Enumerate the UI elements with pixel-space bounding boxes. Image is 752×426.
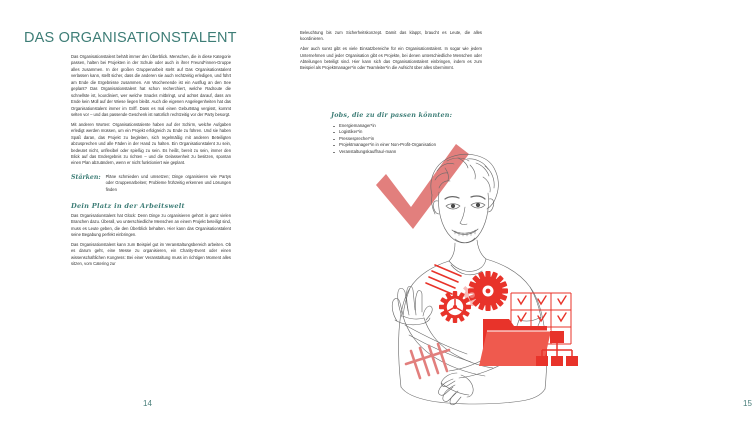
list-item: Energiemanager*in	[331, 123, 481, 130]
list-item: Logistiker*in	[331, 129, 481, 136]
speed-lines-icon	[426, 265, 461, 294]
page-left	[0, 0, 300, 426]
page-number-right: 15	[743, 399, 752, 408]
body-paragraph: Aber auch sonst gibt es viele Einsatzbereiche für ein Organisationstalent. In sogar wie jedem Unternehmen und jeder Organisation gibt es Projekte, bei denen unterschiedliche Menschen oder Abteilungen beteiligt sind. Hier kann sich das Organisationstalent einbringen, indem es zum Beispiel als Projektmanager*in oder Teamleiter*in die Aufsicht über alles übernimmt.	[300, 46, 482, 71]
jobs-title: Jobs, die zu dir passen könnten:	[331, 111, 453, 119]
body-paragraph: Das Organisationstalent kann zum Beispiel gut im Veranstaltungsbereich arbeiten. Ob es darum geht, eine Messe zu organisieren, ein Charity-Event oder einen wissenschaftlichen Kongress: Bei einer Veranstaltung muss im richtigen Moment alles sitzen, vom Catering zur	[71, 241, 231, 267]
arbeitswelt-section	[71, 202, 231, 267]
body-paragraph: Das Organisationstalent behält immer den Überblick. Menschen, die in diese Kategorie passen, halten bei Projekten in der Schule oder auch in ihrer Freund*innen-Gruppe alles zusammen. In der großen Gruppenarbeit steht auf Das Organisationstalent verlassen kann, stellt sicher, dass die anderen sie auch rechtzeitig erledigen, und führt am Ende die Ergebnisse zusammen. Am Wochenende ist ein Ausflug an den See geplant? Das Organisationstalent hat schon recherchiert, welche Radroute die schnellste ist, koordiniert, wer welche Snacks mitbringt, und achtet darauf, dass am Ende kein Müll auf der Wiese liegen bleibt. Auch die eigenen Angelegenheiten hat das Organisationstalent immer im Griff. Dass es mal einen Geburtstag vergisst, kommt selten vor – und das passende Geschenk ist natürlich rechtzeitig vor der Party besorgt.	[71, 54, 231, 118]
list-item: Pressesprecher*in	[331, 136, 481, 143]
body-paragraph: Beleuchtung bis zum Sicherheitskonzept. Damit das klappt, braucht es Leute, die alles koordinieren.	[300, 30, 482, 42]
staerken-label: Stärken:	[71, 174, 101, 182]
page-number-left: 14	[143, 399, 152, 408]
body-paragraph: Mit anderen Worten: Organisationstalente haben auf der Schirm, welche Aufgaben erledigt werden müssen, um ein Projekt erfolgreich zu Ende zu führen. Und sie haben Spaß daran, das Projekt zu begleiten, sich regelmäßig mit anderen Beteiligten abzusprechen und alle Fäden in der Hand zu halten. Ein Organisationstalent zu sein, bedeutet nicht, unflexibel oder spießig zu sein. Es heißt, bereit zu sein, immer den Blick auf das Endergebnis zu richten – und die Gelassenheit zu besitzen, spontan einen Plan abzuändern, wenn er nicht funktioniert wie geplant.	[71, 121, 231, 166]
list-item: Projektmanager*in in einer Non-Profit-Organisation	[331, 142, 481, 149]
checkmark-icon	[376, 144, 469, 229]
list-item: Veranstaltungskauffrau/-mann	[331, 149, 481, 156]
organisationstalent-illustration	[375, 135, 600, 405]
arbeitswelt-heading: Dein Platz in der Arbeitswelt	[71, 202, 185, 211]
body-paragraph: Das Organisationstalent hat Glück: Denn Dinge zu organisieren gehört in ganz vielen Branchen dazu. Überall, wo unterschiedliche Menschen an einem Projekt beteiligt sind, muss es Leute geben, die den Überblick behalten. Hier kann das Organisationstalent seine Begabung perfekt einbringen.	[71, 212, 231, 238]
jobs-box	[331, 111, 481, 155]
jobs-list	[331, 123, 481, 156]
left-text-column	[71, 54, 231, 271]
staerken-section	[71, 174, 231, 193]
staerken-text: Pläne schmieden und umsetzen; Dinge organisieren wie Partys oder Gruppenarbeiten; Probleme frühzeitig erkennen und Lösungen finden	[105, 173, 231, 192]
tally-marks-icon	[406, 344, 449, 378]
page-title: DAS ORGANISATIONSTALENT	[24, 30, 237, 46]
right-text-column	[300, 30, 482, 75]
